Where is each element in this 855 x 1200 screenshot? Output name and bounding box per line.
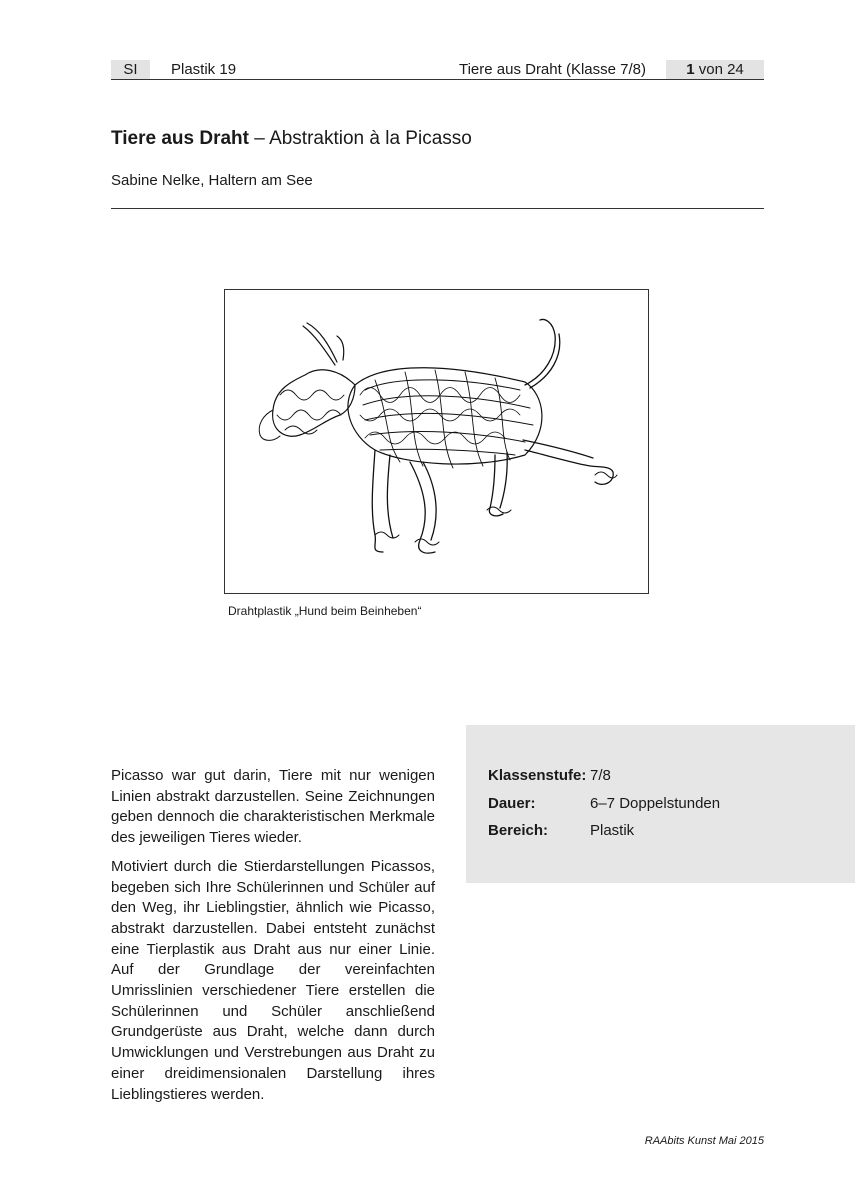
title-bold: Tiere aus Draht bbox=[111, 128, 249, 149]
page-number: 1 bbox=[686, 61, 695, 78]
info-value: 7/8 bbox=[590, 767, 611, 784]
page-indicator bbox=[666, 60, 764, 79]
section-tag: SI bbox=[111, 60, 150, 79]
page-total: von 24 bbox=[698, 61, 744, 78]
divider bbox=[111, 208, 764, 209]
body-text bbox=[111, 766, 435, 1113]
info-label: Bereich: bbox=[488, 822, 549, 839]
page-header bbox=[111, 60, 764, 80]
info-value: Plastik bbox=[590, 822, 635, 839]
wire-dog-sculpture-image bbox=[224, 289, 649, 594]
unit-title: Tiere aus Draht (Klasse 7/8) bbox=[458, 61, 646, 78]
info-value: 6–7 Doppelstunden bbox=[590, 795, 721, 812]
subject-label: Plastik 19 bbox=[171, 61, 237, 78]
figure-caption: Drahtplastik „Hund beim Beinheben“ bbox=[228, 604, 422, 618]
paragraph: Picasso war gut darin, Tiere mit nur wenigen Linien abstrakt darzustellen. Seine Zeichnungen geben dennoch die charakteristischen Merkmale des jeweiligen Tieres wieder. bbox=[111, 767, 435, 847]
author-line: Sabine Nelke, Haltern am See bbox=[111, 172, 313, 189]
info-box bbox=[466, 725, 855, 883]
page-title bbox=[111, 128, 472, 150]
info-label: Klassenstufe: bbox=[488, 767, 587, 784]
info-label: Dauer: bbox=[488, 795, 536, 812]
footer-note: RAAbits Kunst Mai 2015 bbox=[644, 1135, 764, 1147]
paragraph: Motiviert durch die Stierdarstellungen Picassos, begeben sich Ihre Schülerinnen und Schüler auf den Weg, ihr Lieblingstier, ähnlich wie Picasso, abstrakt darzustellen. Dabei entsteht zunächst eine Tierplastik aus Draht aus nur einer Linie. Auf der Grundlage der vereinfachten Umrisslinien verschiedener Tiere erstellen die Schülerinnen und Schüler anschließend Grundgerüste aus Draht, welche dann durch Umwicklungen und Verstrebungen aus Draht zu einer dreidimensionalen Darstellung ihres Lieblingstieres werden. bbox=[111, 857, 435, 1103]
title-subtitle: – Abstraktion à la Picasso bbox=[254, 128, 472, 149]
